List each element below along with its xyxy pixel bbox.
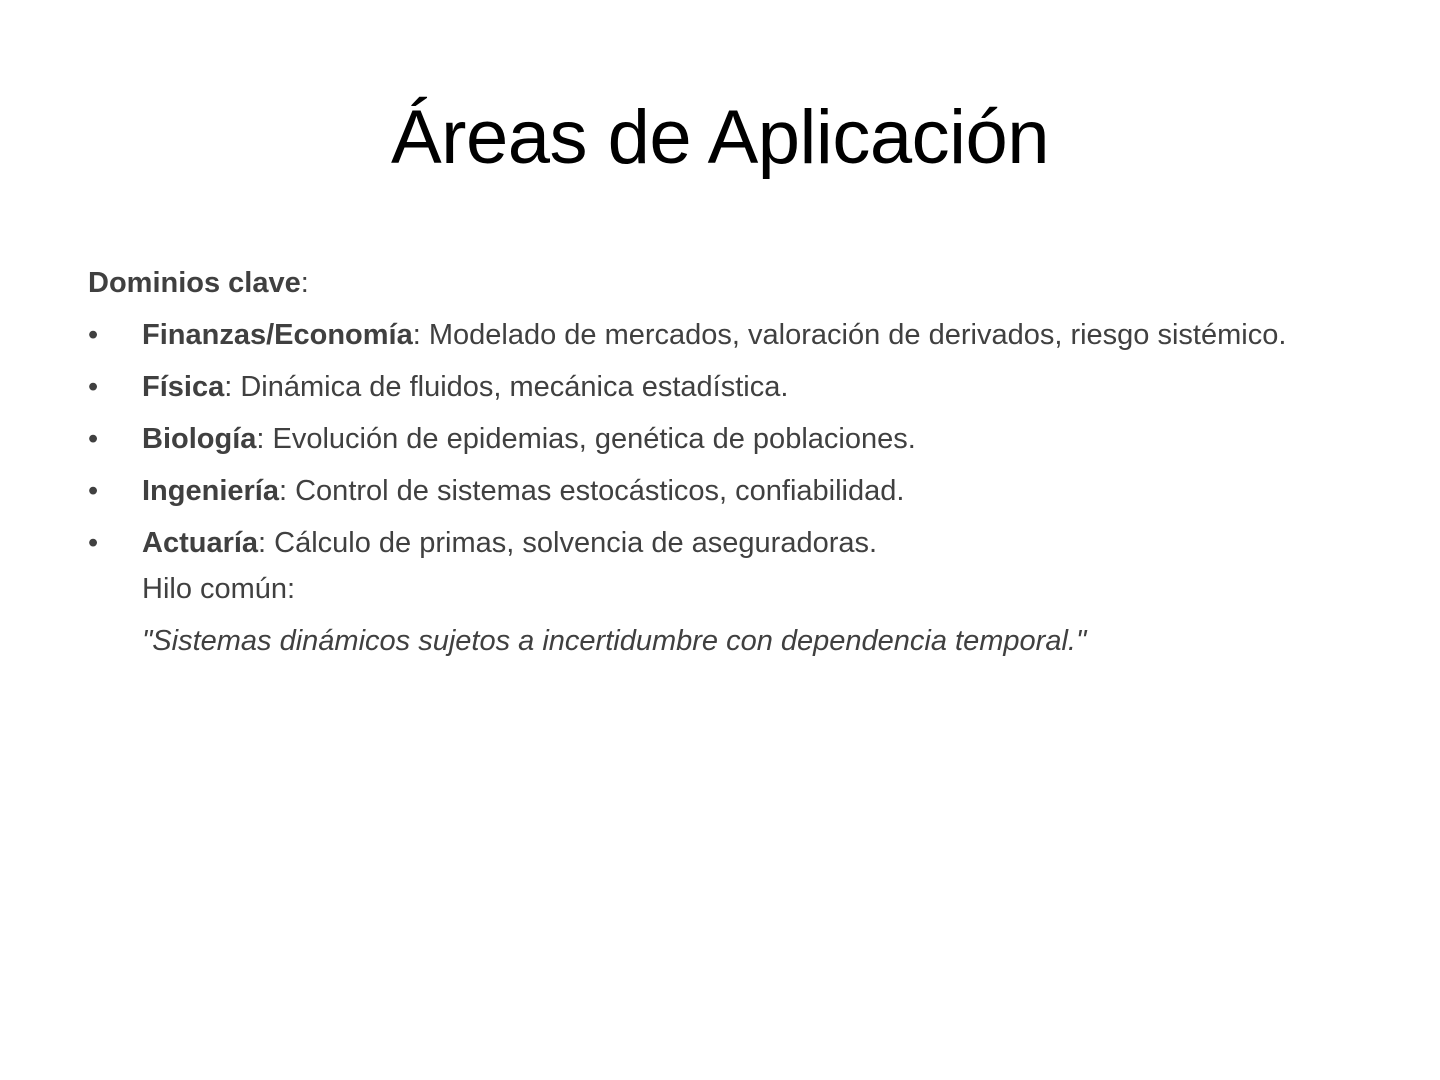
item-text: : Evolución de epidemias, genética de poblaciones. <box>256 423 916 455</box>
common-thread-quote: "Sistemas dinámicos sujetos a incertidumbre con dependencia temporal." <box>142 625 1087 657</box>
domains-list <box>88 312 1368 566</box>
item-term: Biología <box>142 423 257 455</box>
list-item-fisica <box>88 364 1368 410</box>
slide-title: Áreas de Aplicación <box>390 95 1050 180</box>
bullet-icon: • <box>88 475 99 507</box>
intro-label: Dominios clave <box>88 267 301 299</box>
list-item-biologia <box>88 416 1368 462</box>
item-text: : Dinámica de fluidos, mecánica estadística. <box>224 371 789 403</box>
list-item-ingenieria <box>88 468 1368 514</box>
list-item-finanzas <box>88 312 1368 358</box>
item-text: : Modelado de mercados, valoración de derivados, riesgo sistémico. <box>412 319 1287 351</box>
item-term: Física <box>142 371 225 403</box>
intro-line <box>88 260 1368 306</box>
item-text: : Control de sistemas estocásticos, confiabilidad. <box>279 475 905 507</box>
common-thread-label: Hilo común: <box>142 573 296 605</box>
bullet-icon: • <box>88 527 99 559</box>
slide-body <box>88 260 1368 664</box>
item-term: Actuaría <box>142 527 259 559</box>
item-text: : Cálculo de primas, solvencia de aseguradoras. <box>258 527 878 559</box>
bullet-icon: • <box>88 319 99 351</box>
bullet-icon: • <box>88 371 99 403</box>
intro-suffix: : <box>300 267 309 299</box>
bullet-icon: • <box>88 423 99 455</box>
item-term: Ingeniería <box>142 475 279 507</box>
list-item-actuaria <box>88 520 1368 566</box>
item-term: Finanzas/Economía <box>142 319 413 351</box>
